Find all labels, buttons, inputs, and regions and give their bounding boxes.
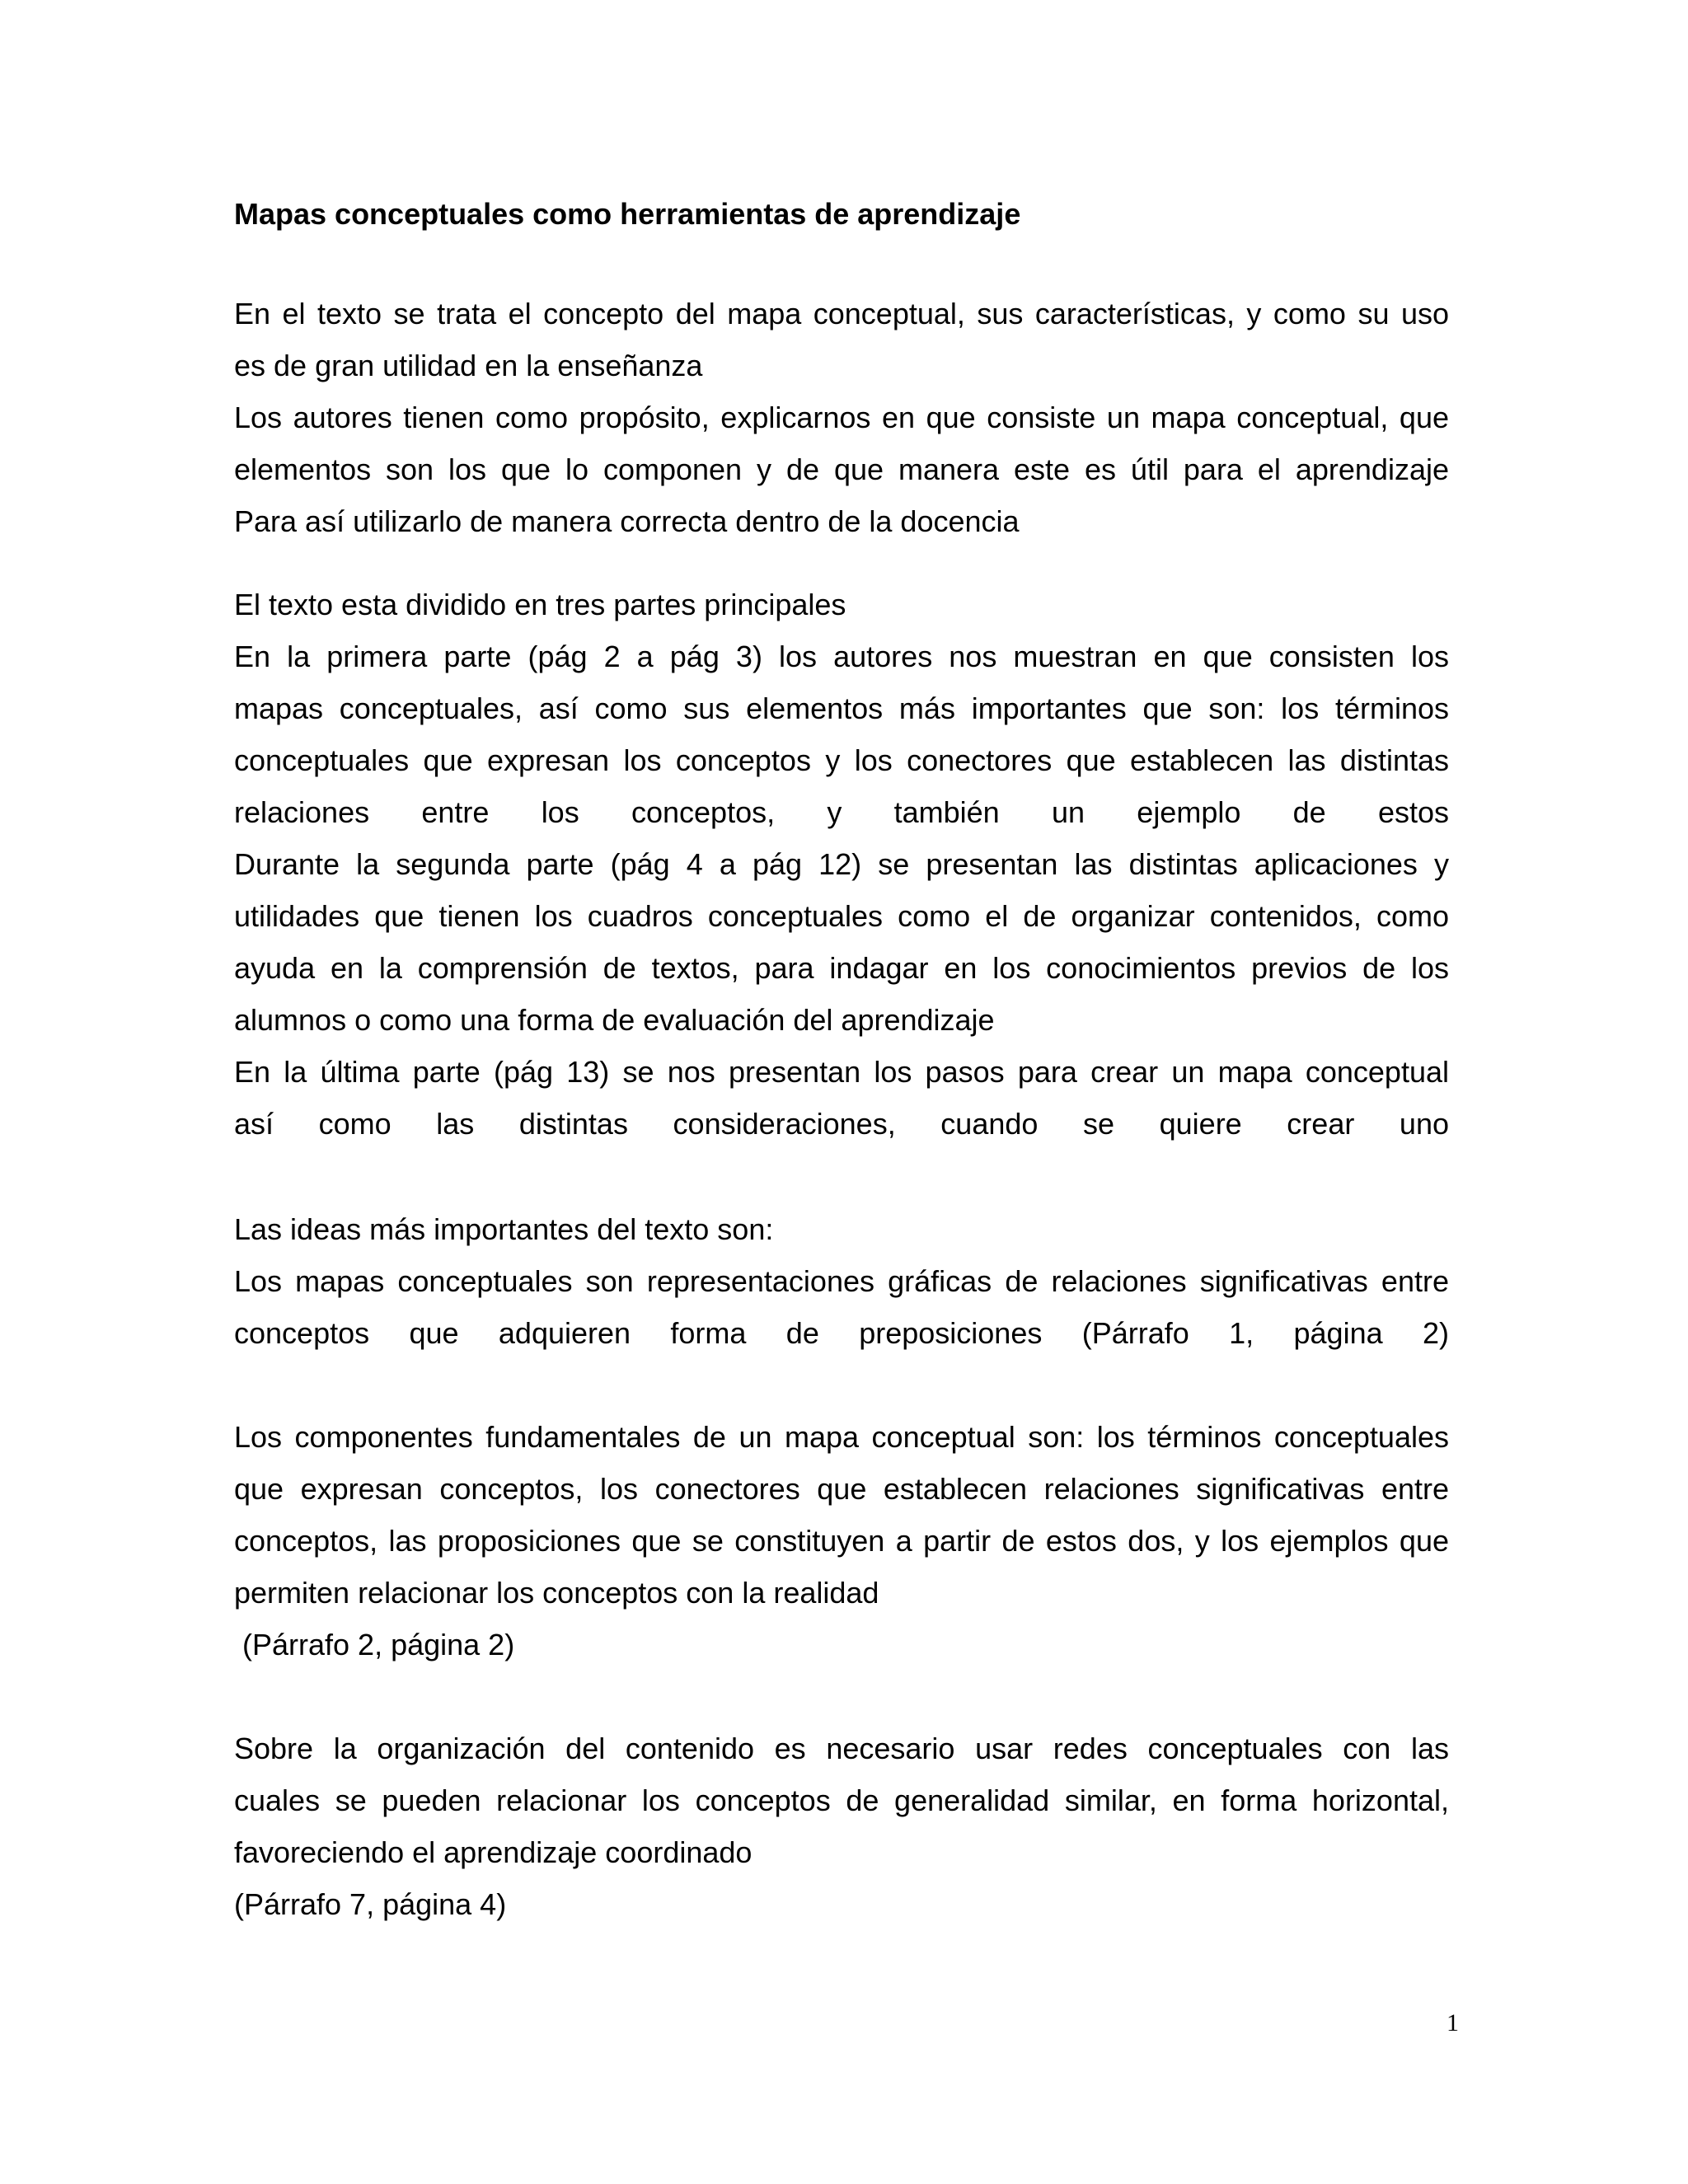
text-line: En el texto se trata el concepto del mapa conceptual, sus características, y como su uso xyxy=(234,297,1449,330)
text-line: alumnos o como una forma de evaluación del aprendizaje xyxy=(234,1003,995,1037)
text-line: permiten relacionar los conceptos con la realidad xyxy=(234,1576,879,1610)
document-title: Mapas conceptuales como herramientas de aprendizaje xyxy=(234,197,1021,231)
text-line: Durante la segunda parte (pág 4 a pág 12) se presentan las distintas aplicaciones y xyxy=(234,847,1449,881)
text-line: relaciones entre los conceptos, y también un ejemplo de estos xyxy=(234,795,1449,829)
paragraph-organization xyxy=(234,1722,1449,1930)
text-line: Los componentes fundamentales de un mapa conceptual son: los términos conceptuales xyxy=(234,1420,1449,1454)
text-line: mapas conceptuales, así como sus elementos más importantes que son: los términos xyxy=(234,691,1449,725)
page-number: 1 xyxy=(1447,2009,1459,2036)
text-line: Los autores tienen como propósito, explicarnos en que consiste un mapa conceptual, que xyxy=(234,401,1449,434)
text-line: así como las distintas consideraciones, cuando se quiere crear uno xyxy=(234,1107,1449,1141)
text-line: que expresan conceptos, los conectores que establecen relaciones significativas entre xyxy=(234,1472,1449,1506)
text-line: En la última parte (pág 13) se nos presentan los pasos para crear un mapa conceptual xyxy=(234,1055,1449,1089)
paragraph-main-ideas xyxy=(234,1203,1449,1359)
text-line: En la primera parte (pág 2 a pág 3) los autores nos muestran en que consisten los xyxy=(234,640,1449,673)
text-line: conceptos, las proposiciones que se constituyen a partir de estos dos, y los ejemplos que xyxy=(234,1524,1449,1558)
paragraph-structure xyxy=(234,579,1449,1150)
text-line: favoreciendo el aprendizaje coordinado xyxy=(234,1835,753,1869)
text-line: Las ideas más importantes del texto son: xyxy=(234,1212,774,1246)
paragraph-components xyxy=(234,1411,1449,1671)
text-line: conceptuales que expresan los conceptos y los conectores que establecen las distintas xyxy=(234,743,1449,777)
paragraph-intro xyxy=(234,288,1449,547)
text-line: cuales se pueden relacionar los conceptos de generalidad similar, en forma horizontal, xyxy=(234,1783,1449,1817)
text-line: elementos son los que lo componen y de que manera este es útil para el aprendizaje xyxy=(234,452,1449,486)
text-line: Los mapas conceptuales son representaciones gráficas de relaciones significativas entre xyxy=(234,1264,1449,1298)
text-line: El texto esta dividido en tres partes principales xyxy=(234,588,846,621)
text-line: ayuda en la comprensión de textos, para indagar en los conocimientos previos de los xyxy=(234,951,1449,985)
text-line: (Párrafo 7, página 4) xyxy=(234,1887,507,1921)
text-line: utilidades que tienen los cuadros conceptuales como el de organizar contenidos, como xyxy=(234,899,1449,933)
text-line: Sobre la organización del contenido es necesario usar redes conceptuales con las xyxy=(234,1732,1449,1765)
text-line: es de gran utilidad en la enseñanza xyxy=(234,349,703,382)
text-line: Para así utilizarlo de manera correcta dentro de la docencia xyxy=(234,504,1020,538)
text-line: (Párrafo 2, página 2) xyxy=(242,1628,515,1661)
text-line: conceptos que adquieren forma de preposiciones (Párrafo 1, página 2) xyxy=(234,1316,1449,1350)
